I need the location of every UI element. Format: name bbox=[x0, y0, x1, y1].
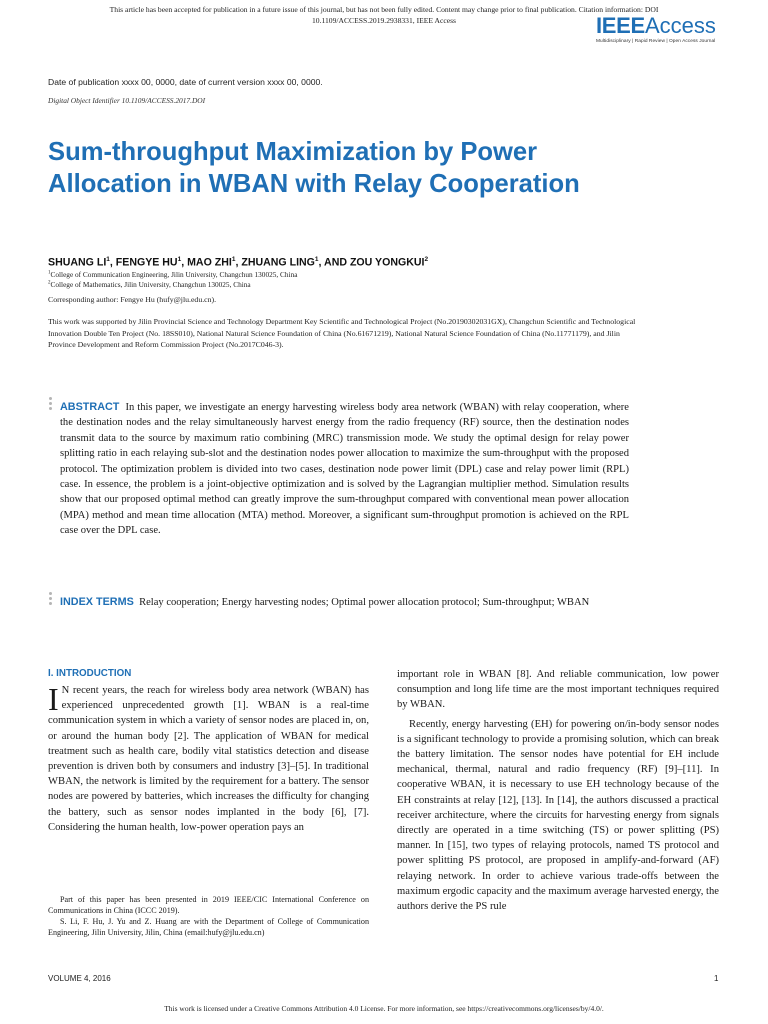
logo-ieee-text: IEEE bbox=[596, 13, 645, 38]
section-heading-introduction: I. INTRODUCTION bbox=[48, 668, 132, 679]
author-affiliation-mark: 1 bbox=[231, 256, 236, 263]
affiliation-1 bbox=[48, 270, 297, 279]
abstract-text: In this paper, we investigate an energy harvesting wireless body area network (WBAN) with relay cooperation, where the destination nodes and the relay simultaneously harvest energy from the radio frequency (RF) source, then the destination nodes transmit data to the source by maximum ratio combining (MRC) transmission mode. We study the optimal design for relay power splitting ratio in each relaying sub-slot and the destination nodes power allocation to maximize the sum-throughput with the proposed protocol. The optimization problem is divided into two cases, destination node power limit (DPL) case and relay power limit (RPL) case. In essence, the problem is a joint-objective optimization and is solved by the Lagrangian multiplier method. Simulation results show that our proposed optimal method can greatly improve the sum-throughput compared with conventional mean power allocation (MPA) method and mean time allocation (MTA) method. Moreover, a significant sum-throughput promotion is achieved on the RPL case over the DPL case. bbox=[60, 402, 629, 537]
affiliation-text: College of Mathematics, Jilin University, Changchun 130025, China bbox=[50, 280, 251, 289]
footnote-1: Part of this paper has been presented in 2019 IEEE/CIC International Conference on Communications in China (ICCC 2019). bbox=[48, 895, 369, 915]
author-name: ZHUANG LING bbox=[241, 256, 315, 269]
license-notice: This work is licensed under a Creative Commons Attribution 4.0 License. For more information, see https://creativecommons.org/licenses/by/4.0/. bbox=[164, 1004, 604, 1013]
notice-line-2: 10.1109/ACCESS.2019.2938331, IEEE Access bbox=[312, 16, 456, 25]
affiliation-number: 2 bbox=[48, 280, 51, 286]
ieee-access-logo bbox=[596, 14, 722, 44]
right-column-text bbox=[397, 667, 719, 914]
author-name: FENGYE HU bbox=[115, 256, 178, 269]
publication-date: Date of publication xxxx 00, 0000, date of current version xxxx 00, 0000. bbox=[48, 77, 323, 87]
intro-paragraph-1-continued: important role in WBAN [8]. And reliable communication, low power consumption and long life time are the most important techniques required by WBAN. bbox=[397, 669, 719, 711]
index-terms-dots-icon bbox=[49, 592, 52, 607]
intro-paragraph-2: Recently, energy harvesting (EH) for powering on/in-body sensor nodes is a significant technology to provide a promising solution, which can break the battery limitation. The sensor nodes have potential for EH include mechanical, thermal, natural and radio frequency (RF) [9]–[11]. In cooperative WBAN, it is necessary to use EH technology because of the EH constraints at relay [12], [13]. In [14], the authors discussed a practical receiver architecture, where the circuits for harvesting energy from signals directly are operated in a time switching (TS) or power splitting (PS) manner. In [15], two types of relaying protocols, named TS protocol and power splitting PS protocol, are proposed in amplify-and-forward (AF) relaying network. In order to achieve various trade-offs between the maximum ergodic capacity and the maximum average harvested energy, the authors derive the PS rule bbox=[397, 718, 719, 913]
index-terms-text: Relay cooperation; Energy harvesting nodes; Optimal power allocation protocol; Sum-throughput; WBAN bbox=[139, 597, 590, 608]
footnote-2: S. Li, F. Hu, J. Yu and Z. Huang are with the Department of College of Communication Engineering, Jilin University, Jilin, China (email:hufy@jlu.edu.cn) bbox=[48, 917, 369, 937]
intro-paragraph-1: N recent years, the reach for wireless body area network (WBAN) has experienced unprecedented growth [1]. WBAN is a real-time communication system in which a variety of sensor nodes are placed in, on, or around the human body [2]. The application of WBAN for medical treatment such as health care, bodily vital statistics detection and disease prevention is driven both by consumers and industry [3]–[5]. In traditional WBAN, the network is limited by the requirement for a battery. The sensor nodes are powered by batteries, which increases the difficulty for changing the battery, such as sensor nodes implanted in the body [6], [7]. Considering the human health, low-power operation pays an bbox=[48, 685, 369, 833]
logo-access-text: Access bbox=[644, 13, 716, 38]
affiliation-text: College of Communication Engineering, Jilin University, Changchun 130025, China bbox=[50, 270, 298, 279]
footnotes bbox=[48, 894, 369, 938]
index-terms-label: INDEX TERMS bbox=[60, 596, 134, 608]
corresponding-author: Corresponding author: Fengye Hu (hufy@jlu.edu.cn). bbox=[48, 295, 217, 304]
author-affiliation-mark: 2 bbox=[424, 256, 429, 263]
left-column-text bbox=[48, 683, 369, 835]
funding-statement: This work was supported by Jilin Provincial Science and Technology Department Key Scientific and Technological Project (No.20190302031GX), Changchun Scientific and Technological Innovation Double Ten Project (No. 18SS010), National Natural Science Foundation of China (No.61671219), National Natural Science Foundation of China (No.11771179), and Jilin Province Development and Reform Commission Project (No.2017C046-3). bbox=[48, 317, 636, 349]
author-affiliation-mark: 1 bbox=[177, 256, 182, 263]
author-name: SHUANG LI bbox=[48, 256, 107, 269]
abstract-label: ABSTRACT bbox=[60, 401, 120, 413]
affiliation-2 bbox=[48, 280, 251, 289]
page-number: 1 bbox=[714, 974, 719, 983]
logo-tagline: Multidisciplinary | Rapid Review | Open Access Journal bbox=[596, 39, 716, 44]
abstract-dots-icon bbox=[49, 397, 52, 412]
author-name: MAO ZHI bbox=[187, 256, 232, 269]
volume-label: VOLUME 4, 2016 bbox=[48, 974, 111, 983]
author-name: AND ZOU YONGKUI bbox=[324, 256, 425, 269]
doi-line: Digital Object Identifier 10.1109/ACCESS.2017.DOI bbox=[48, 96, 206, 105]
affiliation-number: 1 bbox=[48, 270, 51, 276]
index-terms bbox=[60, 595, 629, 610]
paper-title: Sum-throughput Maximization by Power Allocation in WBAN with Relay Cooperation bbox=[48, 138, 580, 198]
author-affiliation-mark: 1 bbox=[314, 256, 319, 263]
notice-line-1: This article has been accepted for publication in a future issue of this journal, but has not been fully edited. Content may change prior to final publication. Citation information: DOI bbox=[109, 5, 659, 14]
drop-cap: I bbox=[48, 681, 59, 717]
abstract bbox=[60, 400, 629, 539]
author-affiliation-mark: 1 bbox=[106, 256, 110, 263]
author-list: SHUANG $LI^1$, FENGYE $HU^1$, MAO ZHI$^1$, ZHUANG LING$^1$, AND ZOU YONGKUI$^2$ bbox=[48, 256, 429, 269]
